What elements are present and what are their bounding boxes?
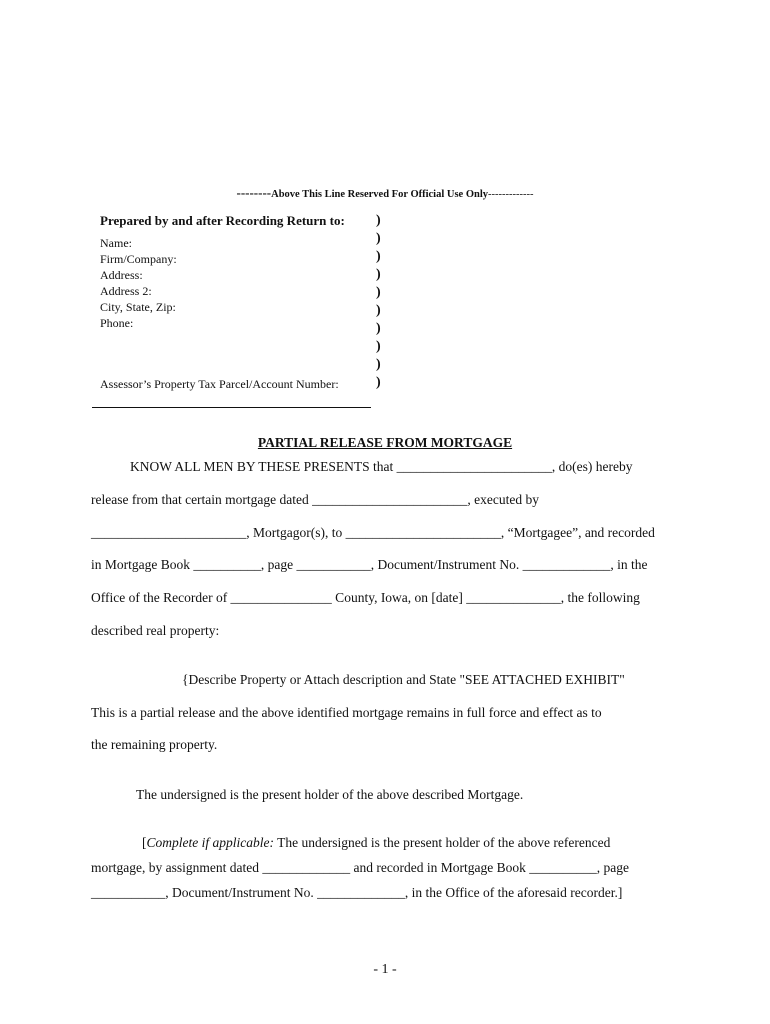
bracket-paren: ) <box>376 231 381 246</box>
prepared-by-heading: Prepared by and after Recording Return to: <box>100 213 345 228</box>
reserved-dashes-left: -------- <box>236 185 272 200</box>
document-title: PARTIAL RELEASE FROM MORTGAGE <box>257 435 513 450</box>
name-label: Name: <box>100 236 132 250</box>
bracket-paren: ) <box>376 249 381 264</box>
assignment-open-bracket: [ <box>142 835 147 850</box>
parcel-number-label: Assessor’s Property Tax Parcel/Account Number: <box>100 377 339 391</box>
parcel-number-rule <box>92 407 371 408</box>
body-line-3: _______________________, Mortgagor(s), to _______________________, “Mortgagee”, and recorded <box>91 525 655 540</box>
reserved-text: Above This Line Reserved For Official Use Only <box>271 189 489 200</box>
reserved-dashes-right: ------------- <box>488 189 534 200</box>
bracket-paren: ) <box>376 267 381 282</box>
address-label: Address: <box>100 268 143 282</box>
bracket-paren: ) <box>376 339 381 354</box>
city-state-zip-label: City, State, Zip: <box>100 300 176 314</box>
body-line-6: described real property: <box>91 623 220 638</box>
phone-label: Phone: <box>100 316 134 330</box>
reserved-for-official-use-line <box>0 185 770 201</box>
complete-if-applicable-note: Complete if applicable: <box>146 835 274 850</box>
bracket-paren: ) <box>376 375 381 390</box>
partial-release-line-1: This is a partial release and the above identified mortgage remains in full force and effect as to <box>91 705 602 720</box>
assignment-line-2: mortgage, by assignment dated _____________ and recorded in Mortgage Book __________, page <box>91 860 630 875</box>
bracket-paren: ) <box>376 303 381 318</box>
bracket-paren: ) <box>376 285 381 300</box>
bracket-paren: ) <box>376 213 381 228</box>
bracket-paren: ) <box>376 321 381 336</box>
assignment-line-1 <box>142 835 610 851</box>
property-description-instruction: {Describe Property or Attach description and State "SEE ATTACHED EXHIBIT" <box>182 672 625 687</box>
present-holder-statement: The undersigned is the present holder of the above described Mortgage. <box>136 787 524 802</box>
bracket-paren: ) <box>376 357 381 372</box>
address-2-label: Address 2: <box>100 284 152 298</box>
body-line-2: release from that certain mortgage dated _______________________, executed by <box>91 492 539 507</box>
body-line-1: KNOW ALL MEN BY THESE PRESENTS that _______________________, do(es) hereby <box>130 459 633 474</box>
partial-release-line-2: the remaining property. <box>91 737 218 752</box>
body-line-4: in Mortgage Book __________, page ___________, Document/Instrument No. _____________, in the <box>91 557 648 572</box>
assignment-line-1-text: The undersigned is the present holder of the above referenced <box>273 835 611 850</box>
body-line-5: Office of the Recorder of _______________ County, Iowa, on [date] ______________, the following <box>91 590 640 605</box>
page-number: - 1 - <box>373 962 397 977</box>
firm-company-label: Firm/Company: <box>100 252 177 266</box>
assignment-line-3: ___________, Document/Instrument No. _____________, in the Office of the aforesaid recorder.] <box>91 885 623 900</box>
